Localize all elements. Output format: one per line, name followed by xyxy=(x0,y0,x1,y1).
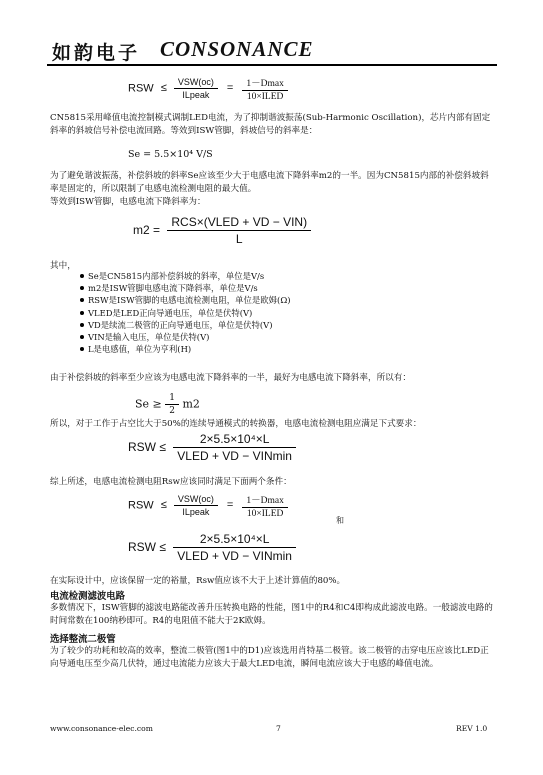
eq-lhs: Se ≥ xyxy=(135,397,162,411)
company-name-cn: 如韵电子 xyxy=(52,42,141,64)
eq-lhs: m2 = xyxy=(133,222,161,237)
eq-den: VLED + VD − VINmin xyxy=(177,549,292,563)
eq-num: 2×5.5×10⁴×L xyxy=(173,432,296,448)
list-item: Se是CN5815内部补偿斜坡的斜率，单位是V/s xyxy=(88,270,291,282)
paragraph-3: 等效到ISW管脚，电感电流下降斜率为： xyxy=(50,197,206,207)
eq-den: VLED + VD − VINmin xyxy=(177,449,292,463)
eq-lhs: RSW ≤ xyxy=(128,439,166,454)
paragraph-7: 在实际设计中，应该保留一定的裕量，Rsw值应该不大于上述计算值的80%。 xyxy=(50,576,346,586)
definition-list xyxy=(88,270,291,355)
header-rule xyxy=(47,64,497,66)
eq-lhs: RSW xyxy=(128,82,154,95)
eq-num: VSW(oc) xyxy=(174,494,218,506)
eq-num: VSW(oc) xyxy=(174,77,218,89)
eq-fraction-1 xyxy=(174,77,218,100)
list-item: m2是ISW管脚电感电流下降斜率，单位是V/s xyxy=(88,282,291,294)
eq-den: 10×ILED xyxy=(246,509,284,519)
eq-fraction-1 xyxy=(174,494,218,517)
eq-relation: ≤ xyxy=(160,82,167,95)
section-title-diode: 选择整流二极管 xyxy=(50,634,116,645)
eq-den: ILpeak xyxy=(182,507,210,517)
list-item: VLED是LED正向导通电压，单位是伏特(V) xyxy=(88,307,291,319)
eq-rhs: m2 xyxy=(182,397,200,411)
equation-rsw-3 xyxy=(128,492,288,519)
paragraph-4: 由于补偿斜坡的斜率至少应该为电感电流下降斜率的一半，最好为电感电流下降斜率，所以有： xyxy=(50,373,411,383)
company-name-en: CONSONANCE xyxy=(160,37,314,61)
eq-fraction xyxy=(173,532,296,563)
where-label: 其中， xyxy=(50,261,76,271)
section-title-filter: 电流检测滤波电路 xyxy=(50,591,126,602)
paragraph-1: CN5815采用峰值电流控制模式调制LED电流，为了抑制谐波振荡(Sub-Harmonic Oscillation)，芯片内部有固定斜率的斜坡信号补偿电流回路。等效到ISW管脚，斜坡信号的斜率是： xyxy=(50,113,491,136)
equation-rsw-4 xyxy=(128,532,296,563)
eq-fraction-2 xyxy=(242,492,287,519)
eq-num: RCS×(VLED + VD − VIN) xyxy=(167,215,311,231)
eq-den: ILpeak xyxy=(182,90,210,100)
list-item: VIN是输入电压，单位是伏特(V) xyxy=(88,331,291,343)
equation-rsw-2 xyxy=(128,432,296,463)
eq-lhs: RSW ≤ xyxy=(128,539,166,554)
eq-equals: = xyxy=(226,499,234,512)
eq-relation: ≤ xyxy=(160,499,167,512)
eq-lhs: RSW xyxy=(128,499,154,512)
eq-fraction xyxy=(173,432,296,463)
eq-num: 1－Dmax xyxy=(242,492,287,508)
paragraph-2: 为了避免谐波振荡，补偿斜坡的斜率Se应该至少大于电感电流下降斜率m2的一半。因为CN5815内部的补偿斜坡斜率是固定的，所以限制了电感电流检测电阻的最大值。 xyxy=(50,171,489,194)
footer-url: www.consonance-elec.com xyxy=(50,724,153,733)
eq-equals: = xyxy=(226,82,234,95)
list-item: VD是续流二极管的正向导通电压，单位是伏特(V) xyxy=(88,319,291,331)
eq-den: L xyxy=(235,232,243,246)
eq-num: 1 xyxy=(165,393,179,405)
footer-revision: REV 1.0 xyxy=(456,724,488,733)
paragraph-8: 多数情况下，ISW管脚的滤波电路能改善升压转换电路的性能，图1中的R4和C4即构成此滤波电路。一般滤波电路的时间常数在100纳秒即可。R4的电阻值不能大于2K欧姆。 xyxy=(50,603,493,626)
eq-fraction xyxy=(165,393,179,416)
footer-page-number: 7 xyxy=(276,724,281,733)
eq-num: 1－Dmax xyxy=(242,75,287,91)
paragraph-6: 综上所述，电感电流检测电阻Rsw应该同时满足下面两个条件： xyxy=(50,477,292,487)
paragraph-9: 为了较少的功耗和较高的效率，整流二极管(图1中的D1)应该选用肖特基二极管。该二极管的击穿电压应该比LED正向导通电压至少高几伏特，通过电流能力应该大于最大LED电流，瞬间电流应该大于电感的峰值电流。 xyxy=(50,646,489,669)
and-label: 和 xyxy=(336,516,344,525)
equation-m2 xyxy=(133,215,311,246)
eq-den: 2 xyxy=(169,406,175,416)
list-item: L是电感值，单位为亨利(H) xyxy=(88,343,291,355)
equation-rsw-1 xyxy=(128,75,288,102)
paragraph-5: 所以，对于工作于占空比大于50%的连续导通模式的转换器，电感电流检测电阻应满足下式要求： xyxy=(50,419,422,429)
list-item: RSW是ISW管脚的电感电流检测电阻，单位是欧姆(Ω) xyxy=(88,295,291,306)
eq-den: 10×ILED xyxy=(246,92,284,102)
eq-fraction-2 xyxy=(242,75,287,102)
equation-se: Se = 5.5×10⁴ V/S xyxy=(128,149,213,160)
eq-num: 2×5.5×10⁴×L xyxy=(173,532,296,548)
equation-se-m2 xyxy=(135,393,200,416)
eq-fraction xyxy=(167,215,311,246)
